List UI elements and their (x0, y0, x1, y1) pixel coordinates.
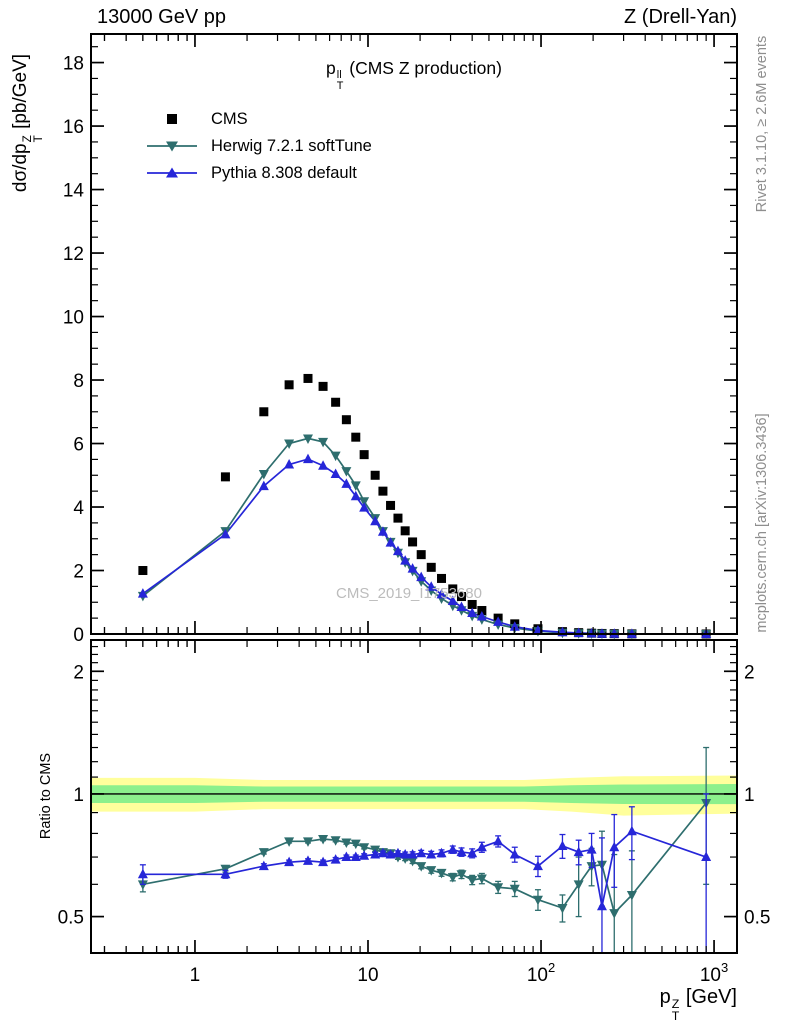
svg-text:8: 8 (73, 371, 84, 393)
svg-text:12: 12 (62, 244, 84, 266)
legend-item-cms (146, 106, 248, 132)
svg-text:0: 0 (73, 625, 84, 646)
ratio-y-axis-title: Ratio to CMS (38, 752, 54, 840)
legend-label-herwig: Herwig 7.2.1 softTune (211, 136, 372, 155)
legend-item-pythia (146, 160, 357, 186)
svg-text:10: 10 (357, 965, 379, 986)
observable-title-sub: T (336, 79, 344, 92)
main-y-title-sub: T (31, 135, 45, 143)
legend-label-cms: CMS (211, 109, 248, 128)
x-title-suffix: [GeV] (680, 986, 737, 1008)
observable-title (91, 58, 737, 91)
svg-text:2: 2 (73, 662, 84, 684)
svg-text:2: 2 (73, 561, 84, 583)
svg-text:10: 10 (62, 307, 84, 329)
legend-item-herwig (146, 133, 372, 159)
x-title-sup: Z (671, 996, 680, 1011)
svg-text:0.5: 0.5 (57, 907, 84, 929)
main-y-title-suffix: [pb/GeV] (9, 53, 31, 135)
rivet-version-note: Rivet 3.1.10, ≥ 2.6M events (754, 35, 770, 213)
analysis-id-watermark: CMS_2019_I1753680 (336, 585, 482, 602)
x-title-sub: T (671, 1008, 680, 1023)
legend-label-pythia: Pythia 8.308 default (211, 163, 357, 182)
x-axis-title (660, 986, 737, 1023)
x-title-prefix: p (659, 986, 671, 1008)
main-y-title-prefix: dσ/dp (9, 143, 31, 193)
main-y-axis-title (10, 54, 44, 192)
main-y-title-sup: Z (20, 135, 34, 143)
svg-text:103: $10^3$ (699, 960, 729, 986)
svg-text:1: 1 (189, 965, 201, 986)
svg-text:6: 6 (73, 434, 84, 456)
svg-text:102: $10^2$ (526, 960, 556, 986)
svg-text:14: 14 (62, 180, 84, 202)
process-title: Z (Drell-Yan) (624, 6, 737, 28)
herwig-triangle-marker-icon (146, 139, 198, 153)
cms-square-marker-icon (146, 112, 198, 126)
observable-title-sup: ll (336, 69, 342, 82)
beam-title: 13000 GeV pp (97, 6, 226, 28)
svg-text:1: 1 (73, 784, 84, 806)
observable-title-prefix: p (326, 58, 336, 78)
pythia-triangle-marker-icon (146, 166, 198, 180)
observable-title-suffix: (CMS Z production) (344, 58, 502, 78)
svg-text:1: 1 (744, 784, 755, 806)
svg-text:2: 2 (744, 662, 755, 684)
svg-text:16: 16 (62, 117, 84, 139)
svg-text:4: 4 (73, 498, 84, 520)
svg-text:0.5: 0.5 (744, 907, 771, 929)
svg-text:18: 18 (62, 53, 84, 75)
mcplots-arxiv-note: mcplots.cern.ch [arXiv:1306.3436] (754, 413, 770, 633)
